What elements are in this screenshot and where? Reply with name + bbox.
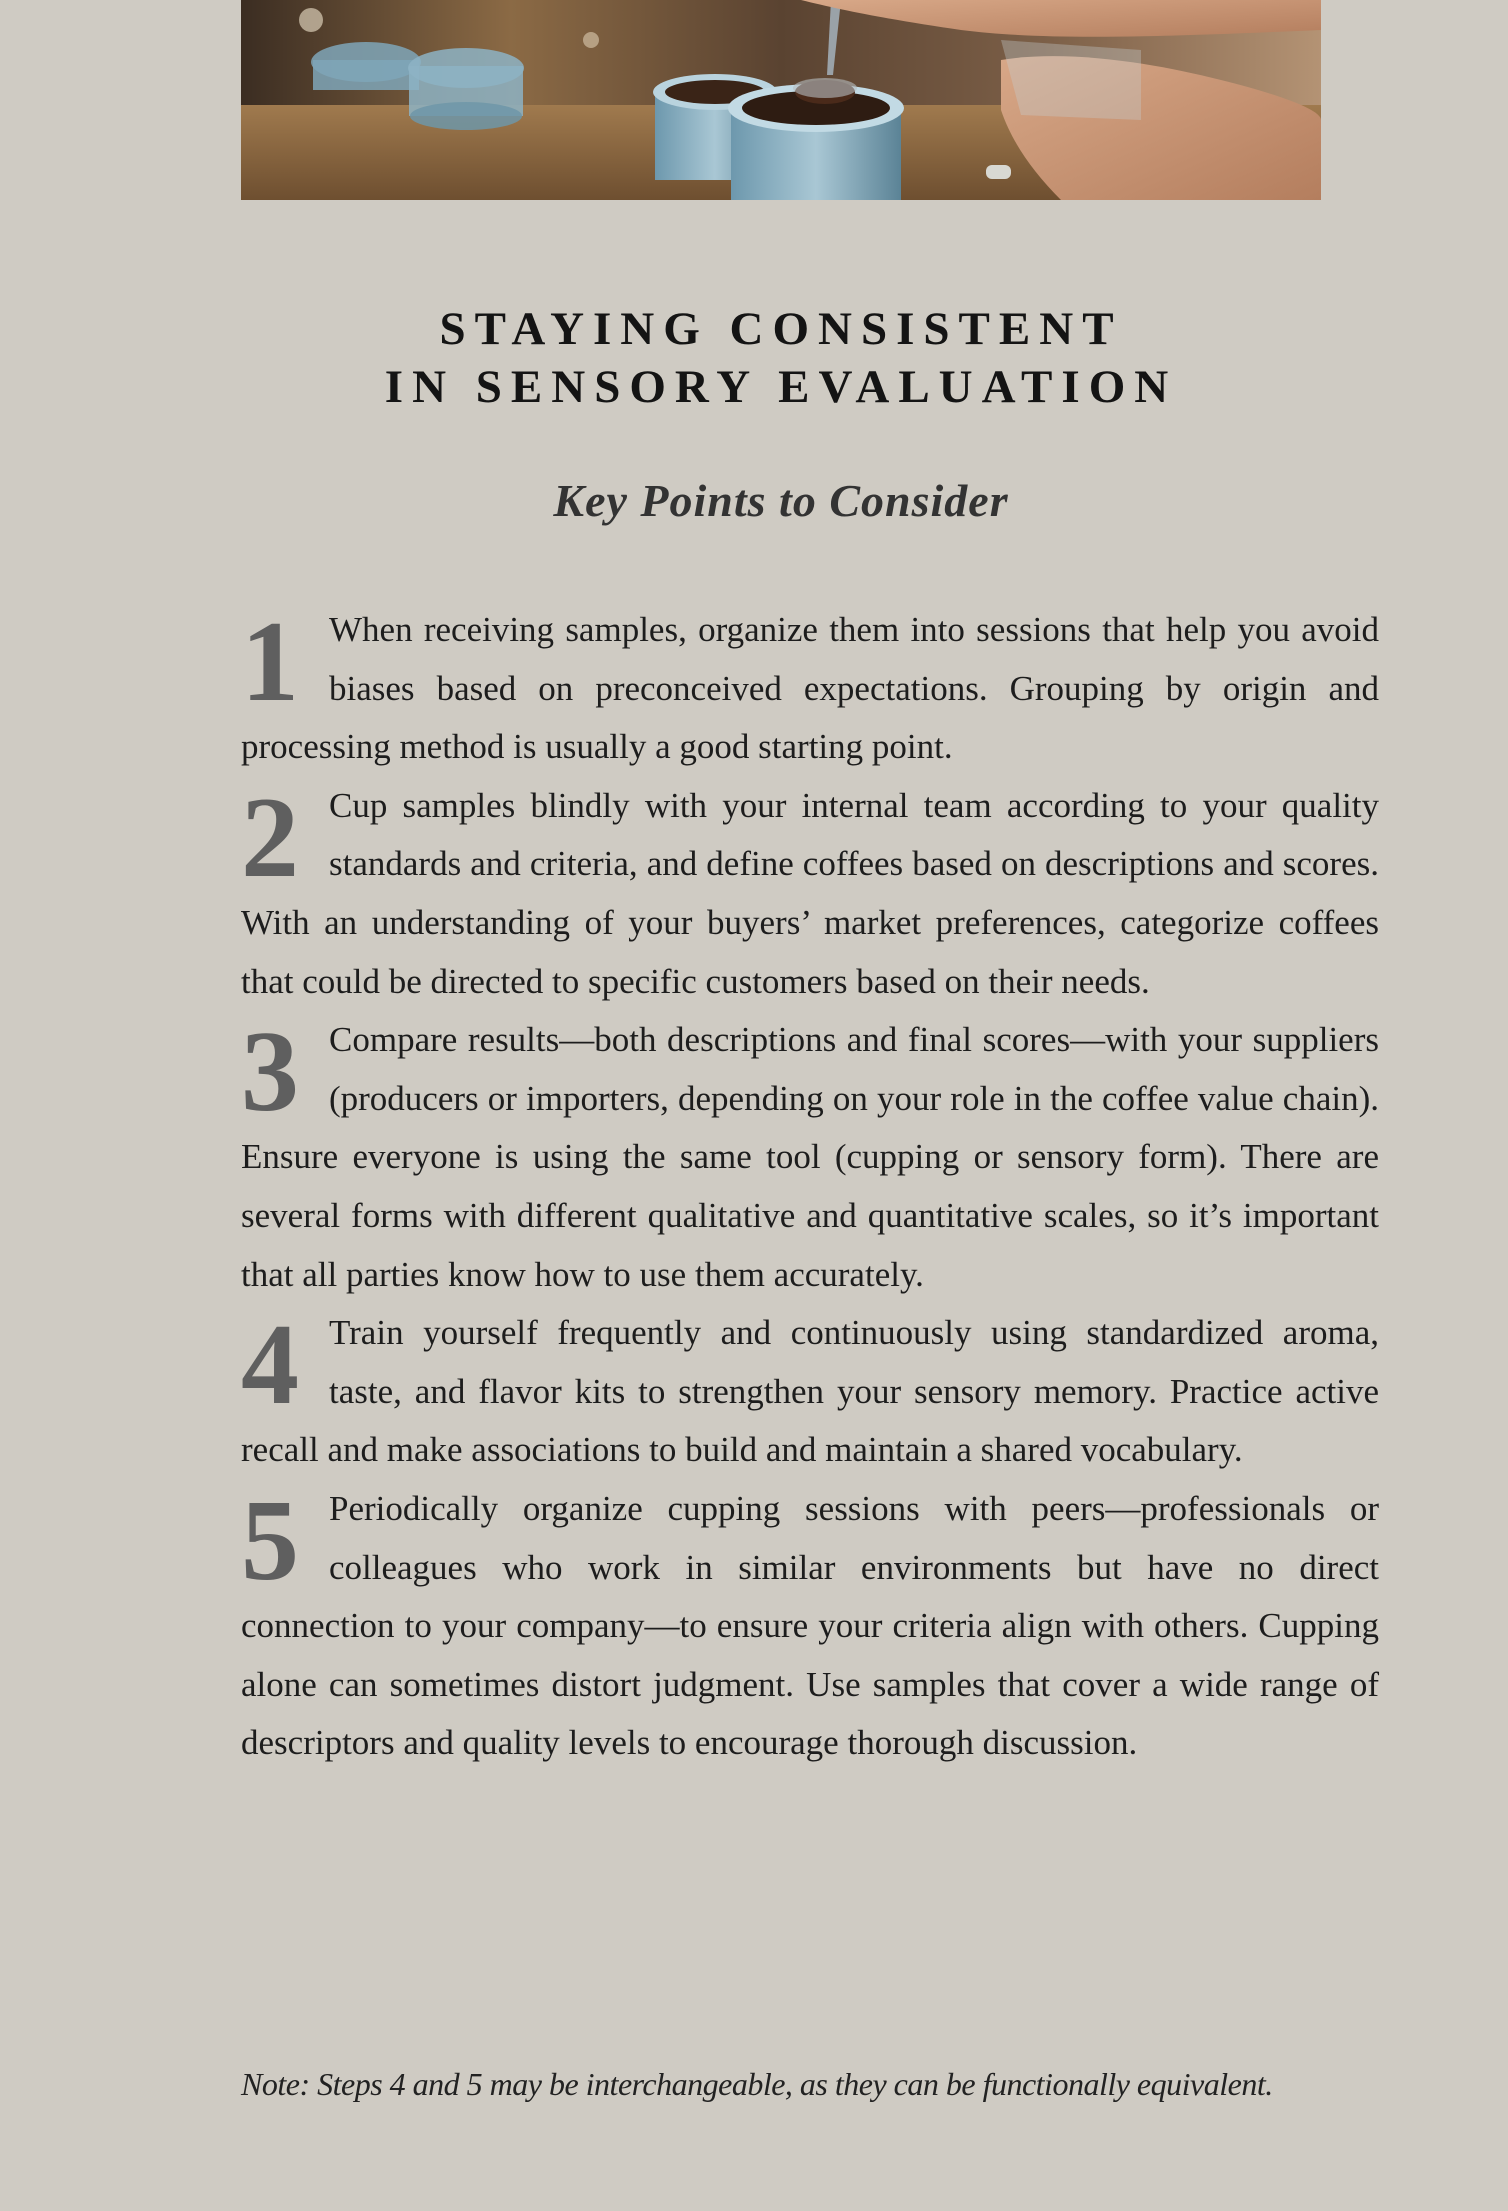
point-number: 2 [241,773,299,902]
cupping-photo [241,0,1321,200]
title-line-1: STAYING CONSISTENT [439,303,1123,355]
key-point-1 [241,598,1379,777]
point-text: When receiving samples, organize them into sessions that help you avoid biases based on preconceived expectations. Grouping by origin and processing method is usually a good starting point. [241,610,1379,767]
footnote: Note: Steps 4 and 5 may be interchangeable, as they can be functionally equivalent. [241,2066,1273,2102]
point-number: 5 [241,1476,299,1605]
point-number: 1 [241,598,299,726]
point-number: 4 [241,1301,299,1430]
key-point-2 [241,773,1379,1011]
key-point-5 [241,1476,1379,1773]
point-text: Compare results—both descriptions and final scores—with your suppliers (producers or importers, depending on your role in the coffee value chain). Ensure everyone is using the same tool (cupping or sensory form). There are several forms with different qualitative and quantitative scales, so it’s important that all parties know how to use them accurately. [241,1020,1379,1294]
key-point-4 [241,1301,1379,1480]
point-number: 3 [241,1008,299,1137]
point-text: Train yourself frequently and continuously using standardized aroma, taste, and flavor kits to strengthen your sensory memory. Practice active recall and make associations to build and maintain a shared vocabulary. [241,1313,1379,1470]
title-line-2: IN SENSORY EVALUATION [384,361,1178,413]
point-text: Periodically organize cupping sessions with peers—professionals or colleagues who work in similar environments but have no direct connection to your company—to ensure your criteria align with others. Cupping alone can sometimes distort judgment. Use samples that cover a wide range of descriptors and quality levels to encourage thorough discussion. [241,1488,1379,1763]
key-points-list [241,598,1379,1773]
point-text: Cup samples blindly with your internal team according to your quality standards and criteria, and define coffees based on descriptions and scores. With an understanding of your buyers’ market preferences, categorize coffees that could be directed to specific customers based on their needs. [241,785,1379,1001]
page-title [241,300,1321,416]
key-point-3 [241,1008,1379,1304]
page-subtitle: Key Points to Consider [553,475,1009,526]
